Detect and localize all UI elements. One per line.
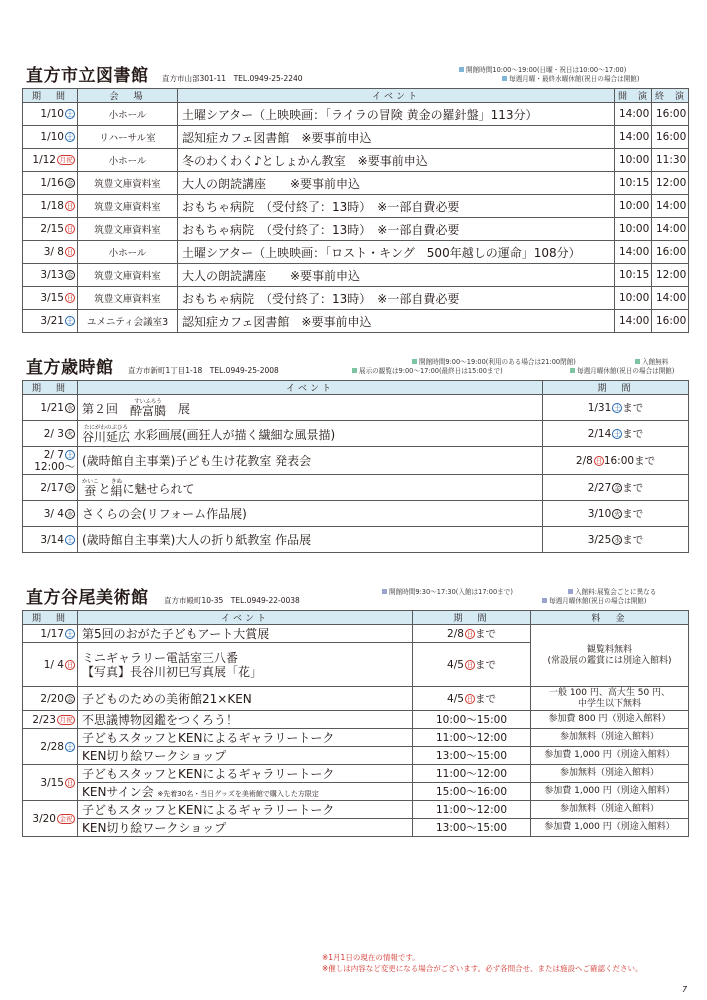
weekday-badge: 土 bbox=[66, 133, 74, 141]
event-venue: 筑豊文庫資料室 bbox=[78, 172, 178, 195]
table-row bbox=[23, 264, 689, 287]
table-row bbox=[23, 447, 689, 475]
event-date: 3/13 金 bbox=[23, 264, 78, 287]
event-venue: ユメニティ会議室3 bbox=[78, 310, 178, 333]
saijikan-title: 直方歳時館 bbox=[26, 358, 114, 378]
event-period: 2/8 日 まで bbox=[413, 625, 531, 643]
event-date: 3/15 日 bbox=[23, 287, 78, 310]
event-start: 10:15 bbox=[615, 172, 652, 195]
table-row bbox=[23, 395, 689, 421]
table-row bbox=[23, 172, 689, 195]
event-start: 14:00 bbox=[615, 241, 652, 264]
weekday-badge: 火 bbox=[66, 483, 74, 492]
table-row bbox=[23, 475, 689, 501]
event-venue: リハーサル室 bbox=[78, 126, 178, 149]
saijikan-admission: 入館無料 bbox=[635, 358, 668, 367]
event-fee: 観覧料無料 (常設展の鑑賞には別途入館料) bbox=[531, 625, 689, 687]
table-header-row bbox=[23, 381, 689, 395]
event-time: 13:00～15:00 bbox=[413, 747, 531, 765]
museum-fee-note: 入館料:展覧会ごとに異なる bbox=[568, 588, 656, 597]
weekday-badge: 土 bbox=[66, 317, 74, 325]
event-title: 子どもスタッフとKENによるギャラリートーク bbox=[82, 731, 335, 745]
library-header bbox=[22, 62, 688, 88]
event-venue: 小ホール bbox=[78, 103, 178, 126]
event-until: 2/14 土 まで bbox=[543, 421, 689, 447]
table-row bbox=[23, 195, 689, 218]
weekday-badge: 金 bbox=[66, 271, 74, 279]
event-date: 3/14 土 bbox=[23, 527, 78, 553]
event-date: 1/18 日 bbox=[23, 195, 78, 218]
bullet-icon bbox=[412, 359, 417, 364]
event-title: 不思議博物図鑑をつくろう！ bbox=[82, 713, 239, 727]
event-until: 3/10 火 まで bbox=[543, 501, 689, 527]
event-end: 12:00 bbox=[652, 264, 689, 287]
weekday-badge: 日 bbox=[466, 661, 474, 669]
weekday-badge: 金 bbox=[66, 179, 74, 187]
event-name: 認知症カフェ図書館 ※要事前申込 bbox=[178, 310, 615, 333]
event-name: 大人の朗読講座 ※要事前申込 bbox=[178, 264, 615, 287]
weekday-badge: 日 bbox=[66, 202, 74, 210]
table-row bbox=[23, 421, 689, 447]
library-address: 直方市山部301-11 TEL.0949-25-2240 bbox=[162, 74, 303, 83]
ruby-text bbox=[130, 399, 166, 417]
col-start: 開 演 bbox=[615, 89, 652, 103]
furigana: きぬ bbox=[111, 478, 123, 485]
bullet-icon bbox=[542, 598, 547, 603]
museum-address: 直方市殿町10-35 TEL.0949-22-0038 bbox=[164, 596, 300, 605]
event-name bbox=[78, 711, 413, 729]
event-start: 14:00 bbox=[615, 310, 652, 333]
weekday-badge: 日 bbox=[66, 778, 74, 787]
event-title: KEN切り絵ワークショップ bbox=[82, 821, 227, 835]
event-title: KEN切り絵ワークショップ bbox=[82, 749, 227, 763]
footer-note-2: ※催しは内容など変更になる場合がございます。必ず各問合せ、または施設へご確認ください。 bbox=[322, 964, 643, 973]
event-date: 2/ 7 土 12:00～ bbox=[23, 447, 78, 475]
event-venue: 筑豊文庫資料室 bbox=[78, 264, 178, 287]
event-name bbox=[78, 747, 413, 765]
event-name bbox=[78, 643, 413, 687]
event-start: 14:00 bbox=[615, 103, 652, 126]
event-until: 2/27 金 まで bbox=[543, 475, 689, 501]
weekday-badge: 月祝 bbox=[57, 155, 75, 165]
col-venue: 会 場 bbox=[78, 89, 178, 103]
event-start: 10:00 bbox=[615, 218, 652, 241]
col-period: 期 間 bbox=[23, 381, 78, 395]
table-row bbox=[23, 149, 689, 172]
col-period: 期 間 bbox=[23, 611, 78, 625]
event-venue: 小ホール bbox=[78, 241, 178, 264]
saijikan-hours: 開館時間9:00～19:00(利用のある場合は21:00閉館) bbox=[412, 358, 576, 367]
event-date: 2/28 土 bbox=[23, 729, 78, 765]
event-time: 13:00～15:00 bbox=[413, 819, 531, 837]
ruby-text bbox=[111, 479, 123, 497]
event-date: 1/10 土 bbox=[23, 126, 78, 149]
weekday-badge: 土 bbox=[66, 110, 74, 118]
event-date: 1/16 金 bbox=[23, 172, 78, 195]
ruby-text bbox=[82, 425, 130, 443]
event-fee: 一般 100 円、高大生 50 円、 中学生以下無料 bbox=[531, 687, 689, 711]
event-time: 12:00～ bbox=[34, 460, 75, 473]
event-date: 2/23 月祝 bbox=[23, 711, 78, 729]
event-fee: 参加費 800 円（別途入館料） bbox=[531, 711, 689, 729]
museum-title: 直方谷尾美術館 bbox=[26, 588, 149, 608]
table-row bbox=[23, 501, 689, 527]
event-name bbox=[78, 801, 413, 819]
table-row bbox=[23, 747, 689, 765]
museum-section bbox=[22, 584, 688, 837]
library-title: 直方市立図書館 bbox=[26, 66, 149, 86]
event-date: 2/17 火 bbox=[23, 475, 78, 501]
event-fee: 参加費 1,000 円（別途入館料） bbox=[531, 819, 689, 837]
museum-closed: 毎週月曜休館(祝日の場合は開館) bbox=[542, 597, 646, 606]
event-end: 14:00 bbox=[652, 218, 689, 241]
event-name: さくらの会(リフォーム作品展) bbox=[78, 501, 543, 527]
weekday-badge: 土 bbox=[614, 430, 621, 438]
museum-hours: 開館時間9:30～17:30(入館は17:00まで) bbox=[382, 588, 513, 597]
weekday-badge: 金祝 bbox=[57, 814, 75, 824]
library-hours: 開館時間10:00～19:00(日曜・祝日は10:00～17:00) bbox=[459, 66, 626, 75]
event-title: ミニギャラリー電話室三八番 bbox=[82, 650, 239, 665]
event-date: 2/ 3 火 bbox=[23, 421, 78, 447]
ruby-base: 蚕 bbox=[84, 483, 97, 498]
event-date: 2/20 金 bbox=[23, 687, 78, 711]
table-row bbox=[23, 287, 689, 310]
event-name: 大人の朗読講座 ※要事前申込 bbox=[178, 172, 615, 195]
bullet-icon bbox=[382, 589, 387, 594]
table-row bbox=[23, 801, 689, 819]
weekday-badge: 日 bbox=[66, 660, 74, 669]
table-row bbox=[23, 765, 689, 783]
saijikan-table bbox=[22, 380, 689, 553]
event-time: 10:00～15:00 bbox=[413, 711, 531, 729]
event-name bbox=[78, 819, 413, 837]
event-date: 2/15 日 bbox=[23, 218, 78, 241]
event-time: 15:00～16:00 bbox=[413, 783, 531, 801]
weekday-badge: 月祝 bbox=[57, 715, 75, 725]
table-row bbox=[23, 103, 689, 126]
event-start: 14:00 bbox=[615, 126, 652, 149]
event-fee: 参加無料（別途入館料） bbox=[531, 729, 689, 747]
table-row bbox=[23, 527, 689, 553]
event-fee: 参加費 1,000 円（別途入館料） bbox=[531, 747, 689, 765]
table-row bbox=[23, 729, 689, 747]
event-name: たにがわのぶひろ 谷川延広 水彩画展(画狂人が描く繊細な風景描) bbox=[78, 421, 543, 447]
event-start: 10:00 bbox=[615, 195, 652, 218]
event-end: 16:00 bbox=[652, 126, 689, 149]
library-section bbox=[22, 62, 688, 333]
event-name bbox=[78, 625, 413, 643]
event-time: 11:00～12:00 bbox=[413, 765, 531, 783]
bullet-icon bbox=[459, 67, 464, 72]
furigana: かいこ bbox=[82, 478, 99, 485]
event-name bbox=[78, 687, 413, 711]
event-title: 第5回のおがた子どもアート大賞展 bbox=[82, 627, 270, 641]
weekday-badge: 土 bbox=[614, 404, 621, 412]
event-subtitle: 【写真】長谷川初巳写真展「花」 bbox=[82, 664, 263, 679]
bullet-icon bbox=[568, 589, 573, 594]
event-end: 16:00 bbox=[652, 310, 689, 333]
event-date: 3/15 日 bbox=[23, 765, 78, 801]
event-end: 14:00 bbox=[652, 287, 689, 310]
weekday-badge: 日 bbox=[466, 630, 474, 638]
furigana: たにがわのぶひろ bbox=[84, 424, 129, 431]
event-name: 認知症カフェ図書館 ※要事前申込 bbox=[178, 126, 615, 149]
event-venue: 筑豊文庫資料室 bbox=[78, 218, 178, 241]
ruby-text bbox=[82, 479, 99, 497]
event-venue: 筑豊文庫資料室 bbox=[78, 287, 178, 310]
event-until: 3/25 水 まで bbox=[543, 527, 689, 553]
event-end: 16:00 bbox=[652, 241, 689, 264]
col-end: 終 演 bbox=[652, 89, 689, 103]
event-name: 土曜シアター（上映映画：「ロスト・キング 500年越しの運命」108分） bbox=[178, 241, 615, 264]
event-date: 1/12 月祝 bbox=[23, 149, 78, 172]
footer-note-1: ※1月1日の現在の情報です。 bbox=[322, 953, 420, 962]
event-end: 12:00 bbox=[652, 172, 689, 195]
weekday-badge: 日 bbox=[66, 225, 74, 233]
weekday-badge: 日 bbox=[466, 695, 474, 703]
saijikan-address: 直方市新町1丁目1-18 TEL.0949-25-2008 bbox=[128, 366, 279, 375]
col-period: 期 間 bbox=[23, 89, 78, 103]
event-fee: 参加無料（別途入館料） bbox=[531, 801, 689, 819]
weekday-badge: 土 bbox=[66, 450, 74, 459]
event-name: おもちゃ病院 （受付終了：13時） ※一部自費必要 bbox=[178, 287, 615, 310]
event-date: 3/21 土 bbox=[23, 310, 78, 333]
event-time: 11:00～12:00 bbox=[413, 801, 531, 819]
event-title: 子どもスタッフとKENによるギャラリートーク bbox=[82, 803, 335, 817]
event-name bbox=[78, 729, 413, 747]
event-end: 14:00 bbox=[652, 195, 689, 218]
event-name bbox=[78, 765, 413, 783]
weekday-badge: 火 bbox=[66, 429, 74, 438]
event-name: おもちゃ病院 （受付終了：13時） ※一部自費必要 bbox=[178, 195, 615, 218]
weekday-badge: 水 bbox=[66, 509, 74, 518]
weekday-badge: 火 bbox=[614, 510, 621, 518]
event-name: 第２回 すいふろう 酔富臈 展 bbox=[78, 395, 543, 421]
event-note: ※先着30名・当日グッズを美術館で購入した方限定 bbox=[157, 790, 319, 798]
event-name: (歳時館自主事業)子ども生け花教室 発表会 bbox=[78, 447, 543, 475]
col-time: 期 間 bbox=[413, 611, 531, 625]
table-header-row bbox=[23, 89, 689, 103]
weekday-badge: 金 bbox=[614, 484, 621, 492]
table-row bbox=[23, 625, 689, 643]
event-name: 冬のわくわく♪としょかん教室 ※要事前申込 bbox=[178, 149, 615, 172]
event-start: 10:15 bbox=[615, 264, 652, 287]
saijikan-exhibit: 展示の観覧は9:00～17:00(最終日は15:00まで) bbox=[352, 367, 503, 376]
saijikan-header bbox=[22, 354, 688, 380]
table-row bbox=[23, 218, 689, 241]
weekday-badge: 土 bbox=[66, 742, 74, 751]
event-title: KENサイン会 bbox=[82, 785, 154, 799]
event-period: 4/5 日 まで bbox=[413, 643, 531, 687]
furigana: すいふろう bbox=[134, 398, 162, 405]
weekday-badge: 日 bbox=[66, 248, 74, 256]
event-date: 1/10 土 bbox=[23, 103, 78, 126]
ruby-base: 酔富臈 bbox=[130, 403, 167, 418]
table-row bbox=[23, 241, 689, 264]
event-start: 10:00 bbox=[615, 287, 652, 310]
event-name: かいこ 蚕 と きぬ 絹 に魅せられて bbox=[78, 475, 543, 501]
bullet-icon bbox=[352, 368, 357, 373]
event-until: 1/31 土 まで bbox=[543, 395, 689, 421]
weekday-badge: 土 bbox=[66, 535, 74, 544]
event-date: 3/20 金祝 bbox=[23, 801, 78, 837]
event-date: 1/ 4 日 bbox=[23, 643, 78, 687]
museum-header bbox=[22, 584, 688, 610]
bullet-icon bbox=[570, 368, 575, 373]
library-table bbox=[22, 88, 689, 333]
table-header-row bbox=[23, 611, 689, 625]
col-fee: 料 金 bbox=[531, 611, 689, 625]
ruby-base: 谷川延広 bbox=[82, 429, 131, 444]
event-until: 2/8 日 16:00まで bbox=[543, 447, 689, 475]
event-fee: 参加無料（別途入館料） bbox=[531, 765, 689, 783]
library-closed: 毎週月曜・最終水曜休館(祝日の場合は開館) bbox=[502, 75, 639, 84]
event-period: 4/5 日 まで bbox=[413, 687, 531, 711]
weekday-badge: 水 bbox=[66, 403, 74, 412]
weekday-badge: 金 bbox=[66, 694, 74, 703]
event-title: 子どもスタッフとKENによるギャラリートーク bbox=[82, 767, 335, 781]
col-event: イベント bbox=[178, 89, 615, 103]
event-name: おもちゃ病院 （受付終了：13時） ※一部自費必要 bbox=[178, 218, 615, 241]
event-date: 1/21 水 bbox=[23, 395, 78, 421]
saijikan-closed: 毎週月曜休館(祝日の場合は開館) bbox=[570, 367, 674, 376]
event-venue: 筑豊文庫資料室 bbox=[78, 195, 178, 218]
event-date: 3/ 8 日 bbox=[23, 241, 78, 264]
table-row bbox=[23, 819, 689, 837]
event-fee: 参加費 1,000 円（別途入館料） bbox=[531, 783, 689, 801]
col-event: イベント bbox=[78, 381, 543, 395]
event-title: 子どものための美術館21×KEN bbox=[82, 692, 252, 706]
event-name: 土曜シアター（上映映画：「ライラの冒険 黄金の羅針盤」113分） bbox=[178, 103, 615, 126]
bullet-icon bbox=[502, 76, 507, 81]
table-row bbox=[23, 126, 689, 149]
bullet-icon bbox=[635, 359, 640, 364]
weekday-badge: 日 bbox=[66, 294, 74, 302]
table-row bbox=[23, 310, 689, 333]
museum-table bbox=[22, 610, 689, 837]
event-end: 11:30 bbox=[652, 149, 689, 172]
page-number: 7 bbox=[682, 985, 688, 994]
event-name: (歳時館自主事業)大人の折り紙教室 作品展 bbox=[78, 527, 543, 553]
saijikan-section bbox=[22, 354, 688, 553]
ruby-base: 絹 bbox=[110, 483, 123, 498]
event-date: 1/17 土 bbox=[23, 625, 78, 643]
table-row bbox=[23, 711, 689, 729]
event-time: 11:00～12:00 bbox=[413, 729, 531, 747]
col-event: イベント bbox=[78, 611, 413, 625]
col-until: 期 間 bbox=[543, 381, 689, 395]
weekday-badge: 土 bbox=[66, 629, 74, 638]
weekday-badge: 日 bbox=[595, 457, 603, 465]
event-venue: 小ホール bbox=[78, 149, 178, 172]
footer-notes bbox=[322, 952, 642, 974]
table-row bbox=[23, 783, 689, 801]
event-date: 3/ 4 水 bbox=[23, 501, 78, 527]
event-start: 10:00 bbox=[615, 149, 652, 172]
event-name bbox=[78, 783, 413, 801]
event-end: 16:00 bbox=[652, 103, 689, 126]
table-row bbox=[23, 687, 689, 711]
weekday-badge: 水 bbox=[614, 536, 621, 544]
